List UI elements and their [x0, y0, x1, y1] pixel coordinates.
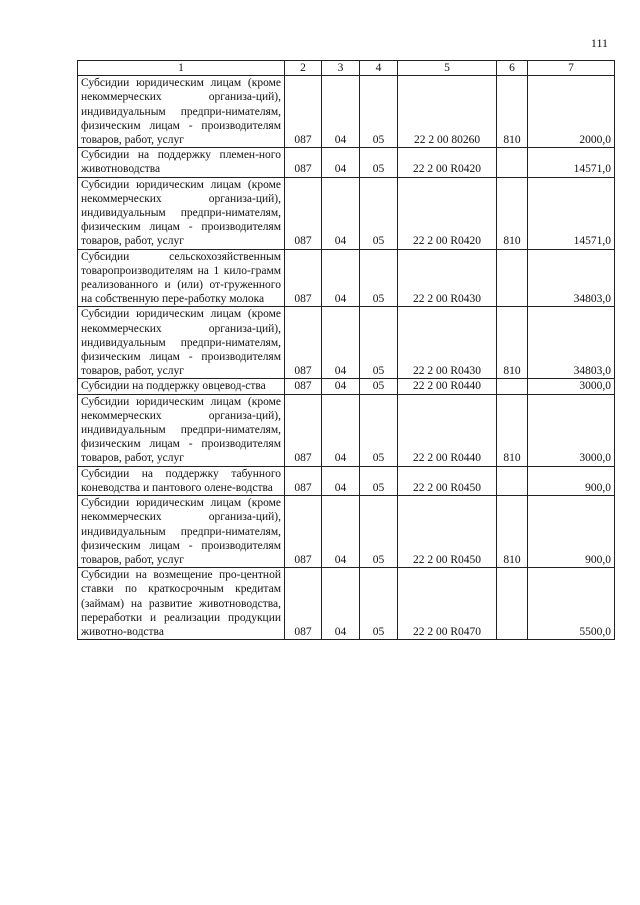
expense-type-cell [497, 379, 528, 394]
table-row [78, 466, 615, 495]
section-code-cell: 04 [322, 568, 360, 640]
amount-cell: 5500,0 [528, 568, 615, 640]
table-row [78, 76, 615, 148]
row-name-cell: Субсидии на поддержку овцевод-ства [78, 379, 285, 394]
table-row [78, 148, 615, 177]
page-number: 111 [590, 36, 608, 50]
expense-type-cell: 810 [497, 177, 528, 249]
table-body [78, 76, 615, 640]
expense-type-cell: 810 [497, 496, 528, 568]
target-article-cell: 22 2 00 R0430 [398, 249, 497, 307]
subsection-code-cell: 05 [360, 249, 398, 307]
ministry-code-cell: 087 [285, 568, 322, 640]
amount-cell: 900,0 [528, 496, 615, 568]
ministry-code-cell: 087 [285, 394, 322, 466]
amount-cell: 2000,0 [528, 76, 615, 148]
table-row [78, 307, 615, 379]
subsection-code-cell: 05 [360, 496, 398, 568]
ministry-code-cell: 087 [285, 466, 322, 495]
target-article-cell: 22 2 00 R0440 [398, 394, 497, 466]
column-header-5: 5 [398, 61, 497, 76]
ministry-code-cell: 087 [285, 148, 322, 177]
target-article-cell: 22 2 00 R0420 [398, 177, 497, 249]
subsection-code-cell: 05 [360, 379, 398, 394]
expense-type-cell [497, 466, 528, 495]
target-article-cell: 22 2 00 80260 [398, 76, 497, 148]
column-header-1: 1 [78, 61, 285, 76]
subsection-code-cell: 05 [360, 76, 398, 148]
row-name-cell: Субсидии юридическим лицам (кроме некоммерческих организа-ций), индивидуальным предпри-нимателям, физическим лицам - производителям товаров, работ, услуг [78, 307, 285, 379]
subsection-code-cell: 05 [360, 568, 398, 640]
section-code-cell: 04 [322, 249, 360, 307]
ministry-code-cell: 087 [285, 379, 322, 394]
target-article-cell: 22 2 00 R0430 [398, 307, 497, 379]
target-article-cell: 22 2 00 R0450 [398, 496, 497, 568]
column-header-7: 7 [528, 61, 615, 76]
row-name-cell: Субсидии юридическим лицам (кроме некоммерческих организа-ций), индивидуальным предпри-нимателям, физическим лицам - производителям товаров, работ, услуг [78, 76, 285, 148]
expense-type-cell [497, 148, 528, 177]
row-name-cell: Субсидии на возмещение про-центной ставки по краткосрочным кредитам (займам) на развитие животноводства, переработки и реализации продукции животно-водства [78, 568, 285, 640]
subsection-code-cell: 05 [360, 148, 398, 177]
amount-cell: 14571,0 [528, 177, 615, 249]
table-row [78, 496, 615, 568]
subsection-code-cell: 05 [360, 177, 398, 249]
section-code-cell: 04 [322, 76, 360, 148]
section-code-cell: 04 [322, 394, 360, 466]
section-code-cell: 04 [322, 379, 360, 394]
subsection-code-cell: 05 [360, 466, 398, 495]
amount-cell: 34803,0 [528, 307, 615, 379]
row-name-cell: Субсидии сельскохозяйственным товаропроизводителям на 1 кило-грамм реализованного и (или) от-груженного на собственную пере-работку молока [78, 249, 285, 307]
target-article-cell: 22 2 00 R0450 [398, 466, 497, 495]
table-row [78, 249, 615, 307]
budget-table [77, 60, 615, 640]
row-name-cell: Субсидии юридическим лицам (кроме некоммерческих организа-ций), индивидуальным предпри-нимателям, физическим лицам - производителям товаров, работ, услуг [78, 177, 285, 249]
section-code-cell: 04 [322, 148, 360, 177]
row-name-cell: Субсидии на поддержку табунного коневодства и пантового олене-водства [78, 466, 285, 495]
row-name-cell: Субсидии на поддержку племен-ного животноводства [78, 148, 285, 177]
section-code-cell: 04 [322, 466, 360, 495]
amount-cell: 900,0 [528, 466, 615, 495]
target-article-cell: 22 2 00 R0420 [398, 148, 497, 177]
table-row [78, 177, 615, 249]
section-code-cell: 04 [322, 307, 360, 379]
amount-cell: 3000,0 [528, 394, 615, 466]
table-row [78, 379, 615, 394]
ministry-code-cell: 087 [285, 177, 322, 249]
subsection-code-cell: 05 [360, 394, 398, 466]
expense-type-cell [497, 249, 528, 307]
expense-type-cell: 810 [497, 76, 528, 148]
subsection-code-cell: 05 [360, 307, 398, 379]
column-header-4: 4 [360, 61, 398, 76]
expense-type-cell: 810 [497, 394, 528, 466]
table-row [78, 394, 615, 466]
expense-type-cell: 810 [497, 307, 528, 379]
row-name-cell: Субсидии юридическим лицам (кроме некоммерческих организа-ций), индивидуальным предпри-нимателям, физическим лицам - производителям товаров, работ, услуг [78, 496, 285, 568]
amount-cell: 34803,0 [528, 249, 615, 307]
table-row [78, 568, 615, 640]
header-row [78, 61, 615, 76]
row-name-cell: Субсидии юридическим лицам (кроме некоммерческих организа-ций), индивидуальным предпри-нимателям, физическим лицам - производителям товаров, работ, услуг [78, 394, 285, 466]
section-code-cell: 04 [322, 496, 360, 568]
column-header-3: 3 [322, 61, 360, 76]
section-code-cell: 04 [322, 177, 360, 249]
target-article-cell: 22 2 00 R0470 [398, 568, 497, 640]
ministry-code-cell: 087 [285, 307, 322, 379]
amount-cell: 14571,0 [528, 148, 615, 177]
amount-cell: 3000,0 [528, 379, 615, 394]
ministry-code-cell: 087 [285, 76, 322, 148]
expense-type-cell [497, 568, 528, 640]
ministry-code-cell: 087 [285, 496, 322, 568]
ministry-code-cell: 087 [285, 249, 322, 307]
column-header-6: 6 [497, 61, 528, 76]
target-article-cell: 22 2 00 R0440 [398, 379, 497, 394]
column-header-2: 2 [285, 61, 322, 76]
